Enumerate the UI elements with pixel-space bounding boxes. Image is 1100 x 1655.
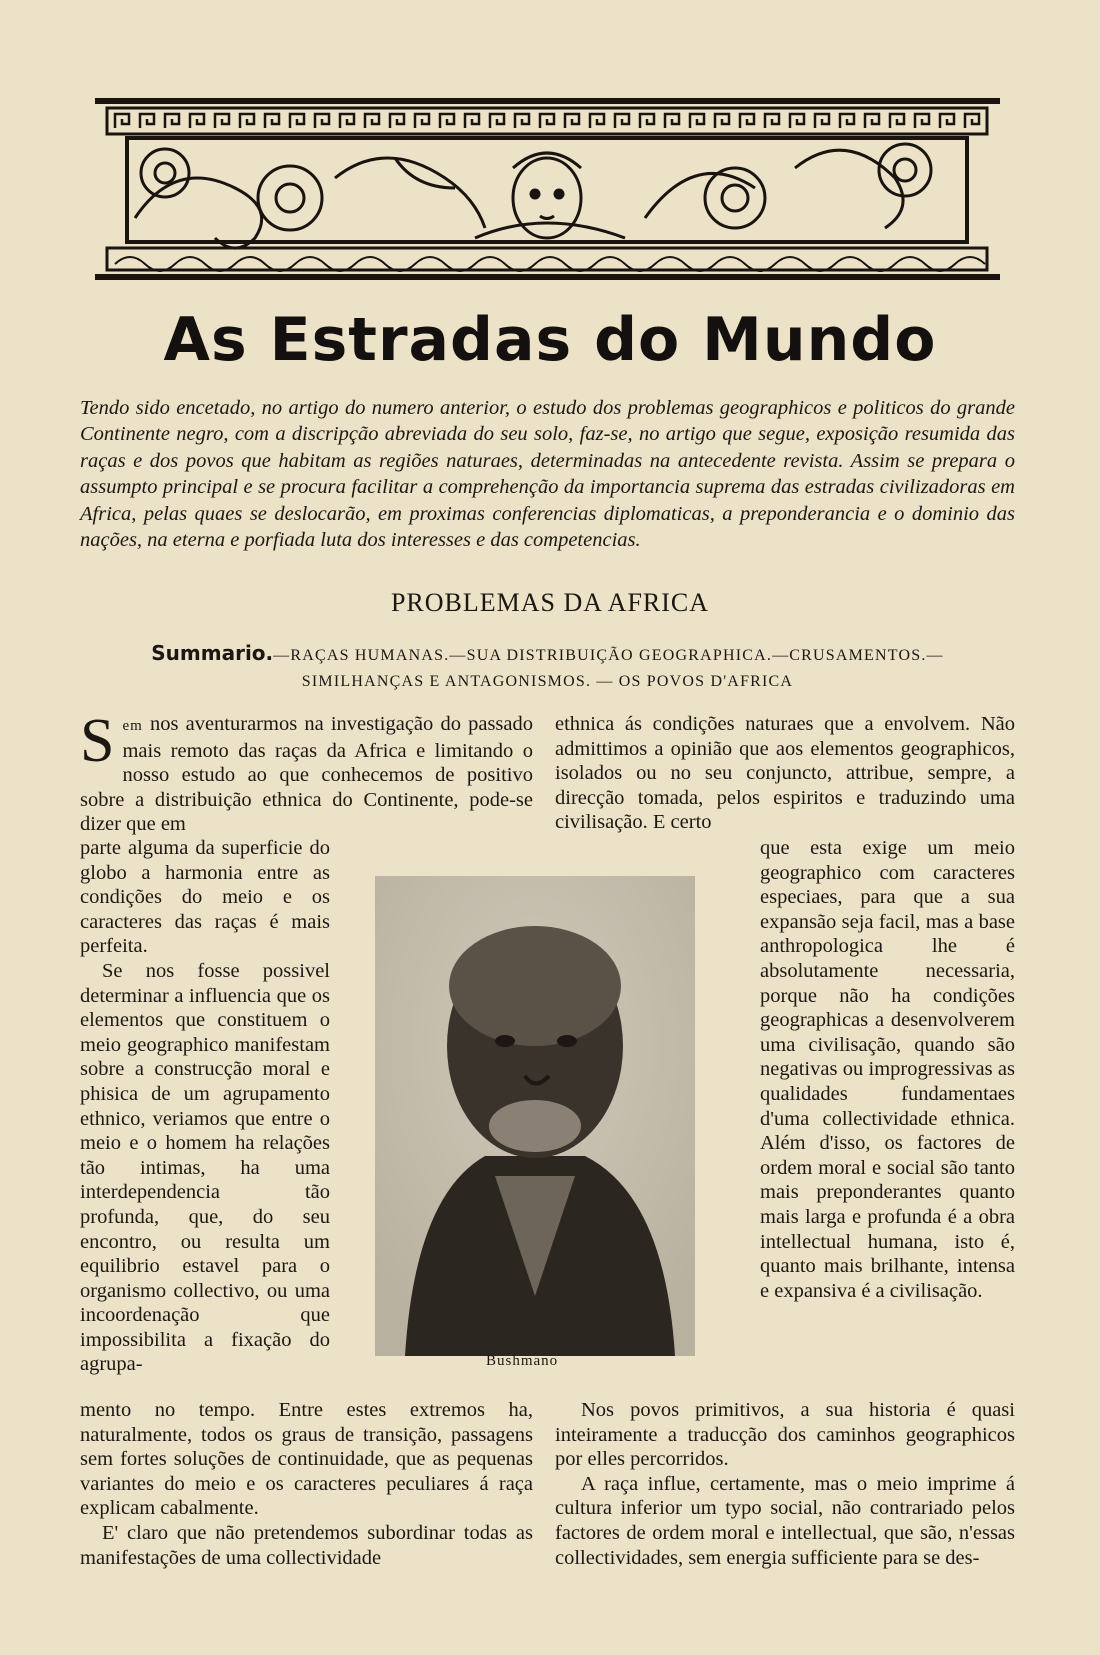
- drop-cap: S: [80, 707, 115, 775]
- ornamental-header-banner: [95, 98, 1000, 288]
- bushman-photo: [375, 876, 695, 1356]
- left-paragraph-1-narrow: parte alguma da superficie do globo a harmonia entre as condições do meio e os caracteres das raças é mais perfeita.: [80, 837, 330, 958]
- left-paragraph-1-top: nos aventurarmos na investigação do passado mais remoto das raças da Africa e limitando o nosso estudo ao que conhecemos de positivo sobre a distribuição ethnica do Continente, pode-se dizer que em: [80, 713, 533, 836]
- summary-label: Summario.: [151, 641, 274, 665]
- left-paragraph-3: E' claro que não pretendemos subordinar todas as manifestações de uma collectividade: [80, 1521, 533, 1569]
- right-column-narrow: [760, 836, 1015, 1303]
- right-paragraph-3: A raça influe, certamente, mas o meio imprime á cultura inferior um typo social, não contrariado pelos factores de ordem moral e intellectual, que são, n'essas collectividades, sem energia sufficiente para se des-: [555, 1472, 1015, 1569]
- left-column-top: [80, 707, 533, 837]
- section-title: PROBLEMAS DA AFRICA: [390, 588, 710, 617]
- left-column-bottom: [80, 1398, 533, 1570]
- summary: [80, 640, 1015, 695]
- intro-paragraph: Tendo sido encetado, no artigo do numero anterior, o estudo dos problemas geographicos e politicos do grande Continente negro, com a discripção abreviada do seu solo, faz-se, no artigo que segue, exposição resumida das raças e dos povos que habitam as regiões naturaes, determinadas na antecedente revista. Assim se prepara o assumpto principal e se procura facilitar a comprehenção da importancia suprema das estradas civilizadoras em Africa, pelas quaes se deslocarão, em proximas conferencias diplomaticas, a preponderancia e o dominio das nações, na eterna e porfiada luta dos interesses e das competencias.: [80, 397, 1015, 552]
- portrait-illustration: [375, 876, 695, 1356]
- article-title: As Estradas do Mundo: [163, 305, 937, 375]
- left-paragraph-2: Se nos fosse possivel determinar a influencia que os elementos que constituem o meio geographico manifestam sobre a construcção moral e phisica de um agrupamento ethnico, veriamos que entre o meio e o homem ha relações tão intimas, ha uma interdependencia tão profunda, que, do seu encontro, ou resulta um equilibrio estavel para o organismo collectivo, ou uma incoordenação que impossibilita a fixação do agrupa-: [80, 959, 330, 1376]
- left-paragraph-2-continued: mento no tempo. Entre estes extremos ha, naturalmente, todos os graus de transição, passagens sem fortes soluções de continuidade, que as pequenas variantes do meio e os caracteres peculiares á raça explicam cabalmente.: [80, 1399, 533, 1520]
- right-paragraph-1-top: ethnica ás condições naturaes que a envolvem. Não admittimos a opinião que aos elementos geographicos, isolados ou no seu conjuncto, attribue, sempre, a direcção tomada, pelos espiritos e traduzindo uma civilisação. E certo: [555, 713, 1015, 834]
- summary-line-1: —RAÇAS HUMANAS.—SUA DISTRIBUIÇÃO GEOGRAPHICA.—CRUSAMENTOS.—: [273, 647, 944, 664]
- left-column-narrow: [80, 836, 330, 1377]
- left-first-word: em: [122, 718, 143, 734]
- right-paragraph-1-narrow: que esta exige um meio geographico com caracteres especiaes, para que a sua expansão seja facil, mas a base anthropologica lhe é absolutamente necessaria, porque não ha condições geographicas a desenvolverem uma civilisação, quando são negativas ou improgressivas as qualidades fundamentaes d'uma collectividade ethnica. Além d'isso, os factores de ordem moral e social são tanto mais preponderantes quanto mais larga e profunda é a obra intellectual humana, isto é, quanto mais brilhante, intensa e expansiva é a civilisação.: [760, 837, 1015, 1302]
- right-column-top: [555, 712, 1015, 835]
- right-column-bottom: [555, 1398, 1015, 1570]
- summary-line-2: SIMILHANÇAS E ANTAGONISMOS. — OS POVOS D'AFRICA: [301, 673, 794, 690]
- right-paragraph-2: Nos povos primitivos, a sua historia é quasi inteiramente a traducção dos caminhos geographicos por elles percorridos.: [555, 1399, 1015, 1471]
- photo-caption: Bushmano: [486, 1353, 559, 1369]
